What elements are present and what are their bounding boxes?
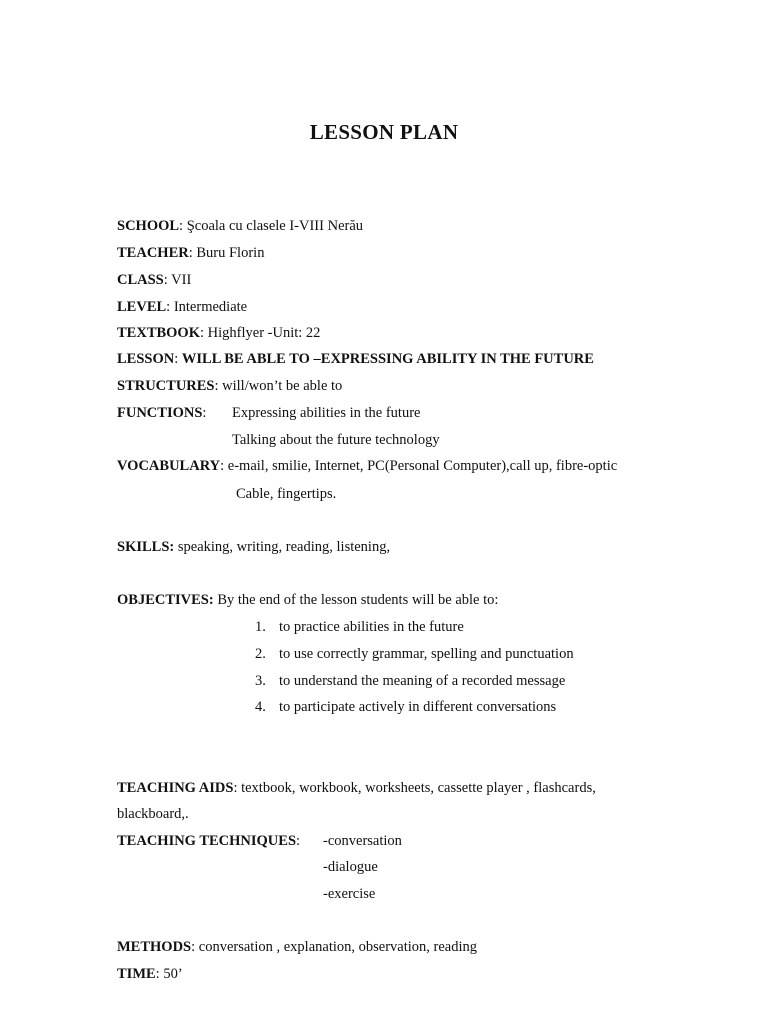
school-label: SCHOOL	[117, 218, 180, 234]
functions-item: Expressing abilities in the future	[232, 405, 421, 421]
school-value: : Şcoala cu clasele I-VIII Nerău	[179, 218, 364, 234]
functions-row	[117, 403, 206, 423]
textbook-label: TEXTBOOK	[117, 325, 200, 341]
technique-item: -exercise	[323, 886, 376, 902]
objective-item	[255, 697, 556, 717]
teacher-label: TEACHER	[117, 245, 189, 261]
structures-label: STRUCTURES	[117, 378, 215, 394]
vocabulary-continuation: Cable, fingertips.	[236, 486, 337, 502]
methods-row	[117, 937, 477, 957]
functions-item: Talking about the future technology	[232, 432, 440, 448]
skills-value: speaking, writing, reading, listening,	[174, 539, 391, 555]
objective-item	[255, 644, 574, 664]
objectives-row	[117, 590, 498, 610]
teaching-techniques-label: TEACHING TECHNIQUES	[117, 833, 297, 849]
objective-text: to understand the meaning of a recorded message	[279, 673, 566, 689]
structures-value: : will/won’t be able to	[214, 378, 343, 394]
objective-number: 4.	[255, 699, 266, 715]
class-value: : VII	[163, 272, 192, 288]
lesson-value: WILL BE ABLE TO –EXPRESSING ABILITY IN THE FUTURE	[181, 351, 594, 367]
level-row	[117, 297, 247, 317]
methods-label: METHODS	[117, 939, 192, 955]
vocabulary-value: : e-mail, smilie, Internet, PC(Personal Computer),call up, fibre-optic	[220, 458, 618, 474]
objective-text: to use correctly grammar, spelling and punctuation	[279, 646, 574, 662]
objectives-label: OBJECTIVES:	[117, 592, 214, 608]
school-row	[117, 216, 363, 236]
textbook-value: : Highflyer -Unit: 22	[200, 325, 321, 341]
technique-item: -dialogue	[323, 859, 378, 875]
objective-number: 3.	[255, 673, 266, 689]
technique-item: -conversation	[323, 833, 402, 849]
teacher-row	[117, 243, 264, 263]
functions-colon: :	[202, 405, 207, 421]
page-title: LESSON PLAN	[309, 120, 459, 144]
objectives-value: By the end of the lesson students will be able to:	[213, 592, 499, 608]
teaching-aids-row	[117, 778, 596, 798]
methods-value: : conversation , explanation, observation, reading	[191, 939, 478, 955]
time-label: TIME	[117, 966, 156, 982]
teaching-techniques-row	[117, 831, 300, 851]
lesson-label: LESSON	[117, 351, 175, 367]
textbook-row	[117, 323, 320, 343]
objective-item	[255, 671, 565, 691]
teaching-aids-label: TEACHING AIDS	[117, 780, 234, 796]
lesson-row	[117, 349, 594, 369]
functions-label: FUNCTIONS	[117, 405, 203, 421]
level-label: LEVEL	[117, 299, 167, 315]
skills-label: SKILLS:	[117, 539, 175, 555]
level-value: : Intermediate	[166, 299, 248, 315]
objective-number: 1.	[255, 619, 266, 635]
teacher-value: : Buru Florin	[188, 245, 265, 261]
class-label: CLASS	[117, 272, 164, 288]
structures-row	[117, 376, 342, 396]
objective-text: to participate actively in different conversations	[279, 699, 557, 715]
objective-text: to practice abilities in the future	[279, 619, 464, 635]
teaching-aids-continuation: blackboard,.	[117, 806, 189, 822]
lesson-colon: :	[174, 351, 182, 367]
teaching-techniques-colon: :	[296, 833, 301, 849]
vocabulary-row	[117, 456, 617, 476]
time-value: : 50’	[155, 966, 183, 982]
skills-row	[117, 537, 390, 557]
objective-item	[255, 617, 464, 637]
teaching-aids-value: : textbook, workbook, worksheets, cassette player , flashcards,	[233, 780, 596, 796]
vocabulary-label: VOCABULARY	[117, 458, 221, 474]
time-row	[117, 964, 183, 984]
class-row	[117, 270, 191, 290]
objective-number: 2.	[255, 646, 266, 662]
